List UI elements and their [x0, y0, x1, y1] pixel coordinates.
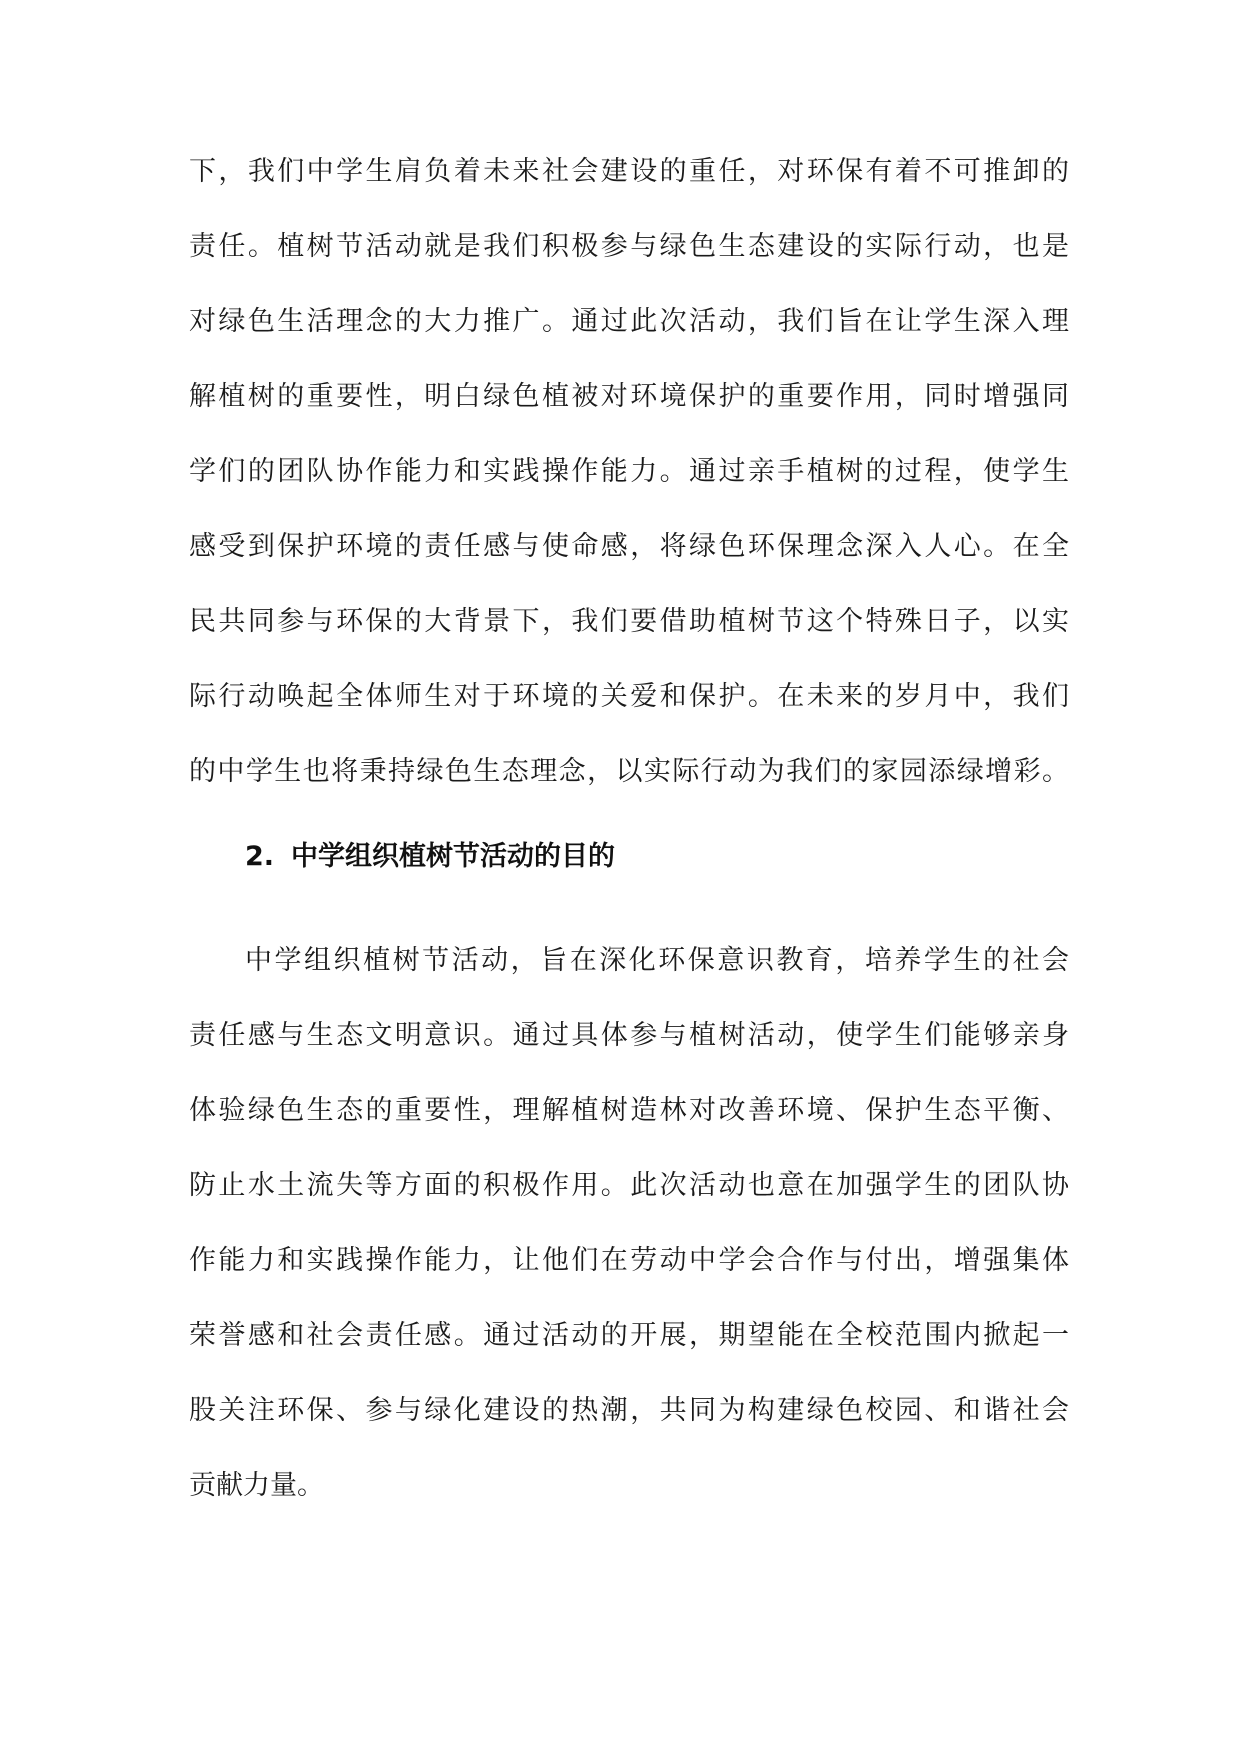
- paragraph-two: [189, 923, 1069, 1523]
- paragraph-line: 股关注环保、参与绿化建设的热潮，共同为构建绿色校园、和谐社会: [189, 1395, 1069, 1426]
- paragraph-line: 责任感与生态文明意识。通过具体参与植树活动，使学生们能够亲身: [189, 1020, 1069, 1051]
- paragraph-line: 体验绿色生态的重要性，理解植树造林对改善环境、保护生态平衡、: [189, 1095, 1069, 1126]
- paragraph-line: 责任。植树节活动就是我们积极参与绿色生态建设的实际行动，也是: [189, 231, 1069, 262]
- paragraph-line: 学们的团队协作能力和实践操作能力。通过亲手植树的过程，使学生: [189, 456, 1069, 487]
- paragraph-line: 感受到保护环境的责任感与使命感，将绿色环保理念深入人心。在全: [189, 531, 1069, 562]
- section-heading: [245, 832, 615, 882]
- paragraph-line: 对绿色生活理念的大力推广。通过此次活动，我们旨在让学生深入理: [189, 306, 1069, 337]
- paragraph-one: [189, 134, 1069, 809]
- paragraph-line: 民共同参与环保的大背景下，我们要借助植树节这个特殊日子，以实: [189, 606, 1069, 637]
- paragraph-line: 作能力和实践操作能力，让他们在劳动中学会合作与付出，增强集体: [189, 1245, 1069, 1276]
- paragraph-line: 下，我们中学生肩负着未来社会建设的重任，对环保有着不可推卸的: [189, 156, 1069, 187]
- paragraph-line: 际行动唤起全体师生对于环境的关爱和保护。在未来的岁月中，我们: [189, 681, 1069, 712]
- paragraph-line: 荣誉感和社会责任感。通过活动的开展，期望能在全校范围内掀起一: [189, 1320, 1069, 1351]
- paragraph-line: 中学组织植树节活动，旨在深化环保意识教育，培养学生的社会: [245, 945, 1069, 976]
- section-number: 2.: [245, 841, 275, 872]
- paragraph-line: 防止水土流失等方面的积极作用。此次活动也意在加强学生的团队协: [189, 1170, 1069, 1201]
- paragraph-line: 的中学生也将秉持绿色生态理念，以实际行动为我们的家园添绿增彩。: [189, 756, 1069, 787]
- paragraph-line: 解植树的重要性，明白绿色植被对环境保护的重要作用，同时增强同: [189, 381, 1069, 412]
- section-title: 中学组织植树节活动的目的: [291, 841, 615, 872]
- paragraph-line: 贡献力量。: [189, 1470, 324, 1501]
